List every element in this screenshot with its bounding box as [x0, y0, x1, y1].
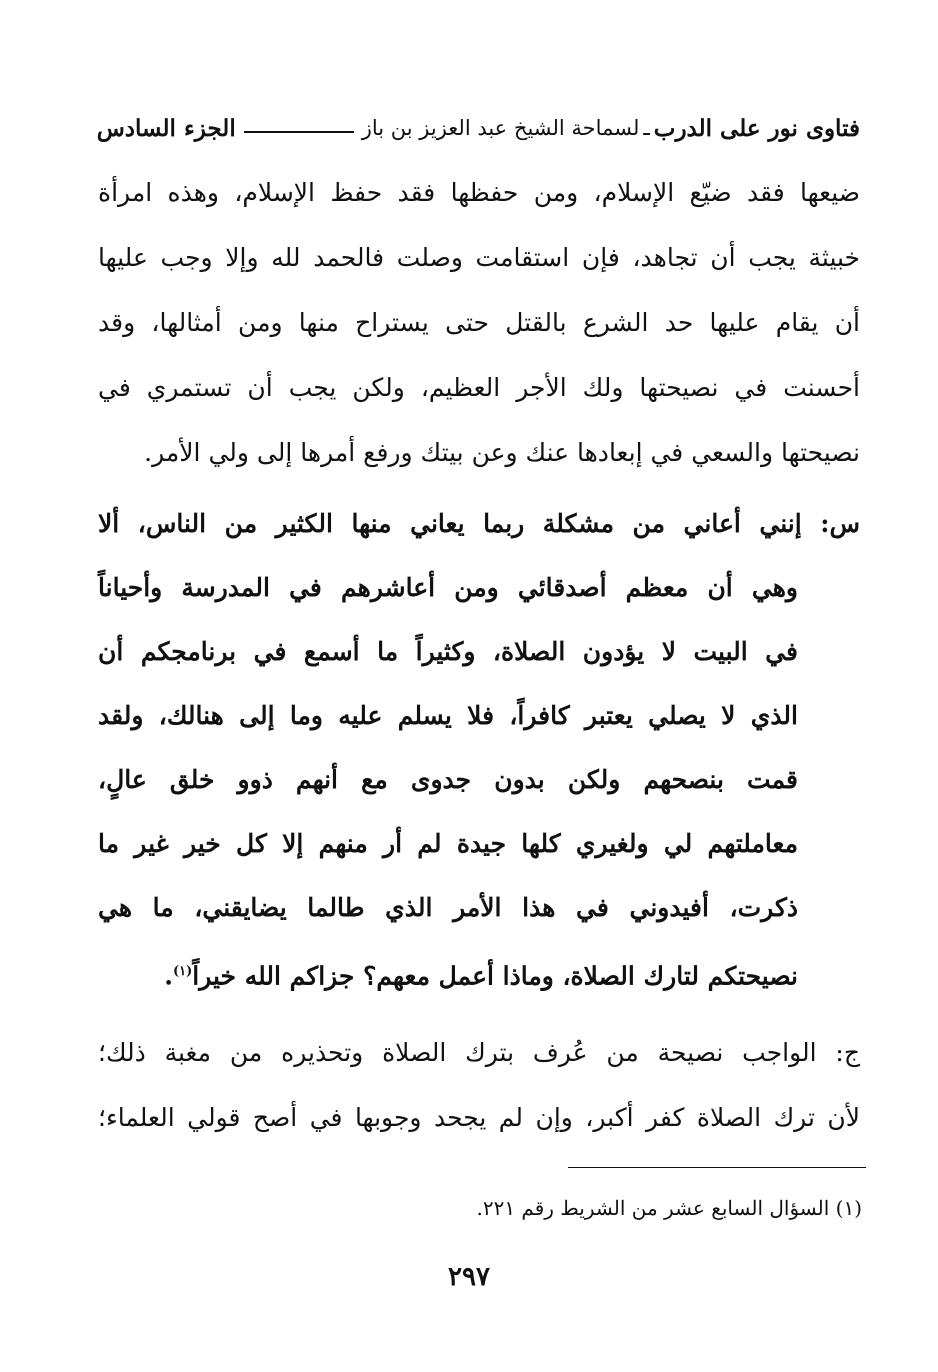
footnote: (١) السؤال السابع عشر من الشريط رقم ٢٢١. [476, 1196, 862, 1220]
question-line: الذي لا يصلي يعتبر كافراً، فلا يسلم عليه وما إلى هنالك، ولقد [98, 701, 798, 730]
answer-line: ج: الواجب نصيحة من عُرف بترك الصلاة وتحذيره من مغبة ذلك؛ [98, 1038, 860, 1067]
header-author: لسماحة الشيخ عبد العزيز بن باز [361, 116, 640, 140]
question-paragraph [98, 492, 860, 1004]
footnote-reference[interactable]: (١) [172, 964, 193, 979]
question-line: قمت بنصحهم ولكن بدون جدوى مع أنهم ذوو خلق عالٍ، [98, 765, 798, 794]
answer-continuation-paragraph [98, 160, 860, 485]
question-line: وهي أن معظم أصدقائي ومن أعاشرهم في المدرسة وأحياناً [98, 573, 798, 602]
header-book-title: فتاوى نور على الدرب [653, 114, 860, 142]
text-line: نصيحتها والسعي في إبعادها عنك وعن بيتك ورفع أمرها إلى ولي الأمر. [144, 438, 860, 467]
question-line: ذكرت، أفيدوني في هذا الأمر الذي طالما يضايقني، ما هي [98, 893, 798, 922]
header-rule [244, 131, 354, 133]
text-line: خبيثة يجب أن تجاهد، فإن استقامت وصلت فالحمد لله وإلا وجب عليها [98, 243, 860, 272]
running-header [95, 108, 860, 148]
question-line: في البيت لا يؤدون الصلاة، وكثيراً ما أسمع في برنامجكم أن [98, 637, 798, 666]
question-last-line: نصيحتكم لتارك الصلاة، وماذا أعمل معهم؟ جزاكم الله خيراً$^{(١)}$. [164, 961, 798, 991]
question-line: معاملتهم لي ولغيري كلها جيدة لم أر منهم إلا كل خير غير ما [98, 829, 798, 858]
question-line: س: إنني أعاني من مشكلة ربما يعاني منها الكثير من الناس، ألا [98, 509, 860, 538]
text-line: أحسنت في نصيحتها ولك الأجر العظيم، ولكن يجب أن تستمري في [98, 373, 860, 402]
page-number: ٢٩٧ [448, 1262, 490, 1292]
header-dash: ـ [643, 115, 650, 141]
header-volume: الجزء السادس [96, 114, 236, 142]
text-line: ضيعها فقد ضيّع الإسلام، ومن حفظها فقد حفظ الإسلام، وهذه امرأة [98, 178, 860, 207]
answer-line: لأن ترك الصلاة كفر أكبر، وإن لم يجحد وجوبها في أصح قولي العلماء؛ [98, 1103, 860, 1132]
footnote-separator [568, 1167, 866, 1168]
answer-paragraph [98, 1020, 860, 1150]
text-line: أن يقام عليها حد الشرع بالقتل حتى يستراح منها ومن أمثالها، وقد [98, 308, 860, 337]
question-line-text: نصيحتكم لتارك الصلاة، وماذا أعمل معهم؟ جزاكم الله خيراً [192, 961, 798, 991]
